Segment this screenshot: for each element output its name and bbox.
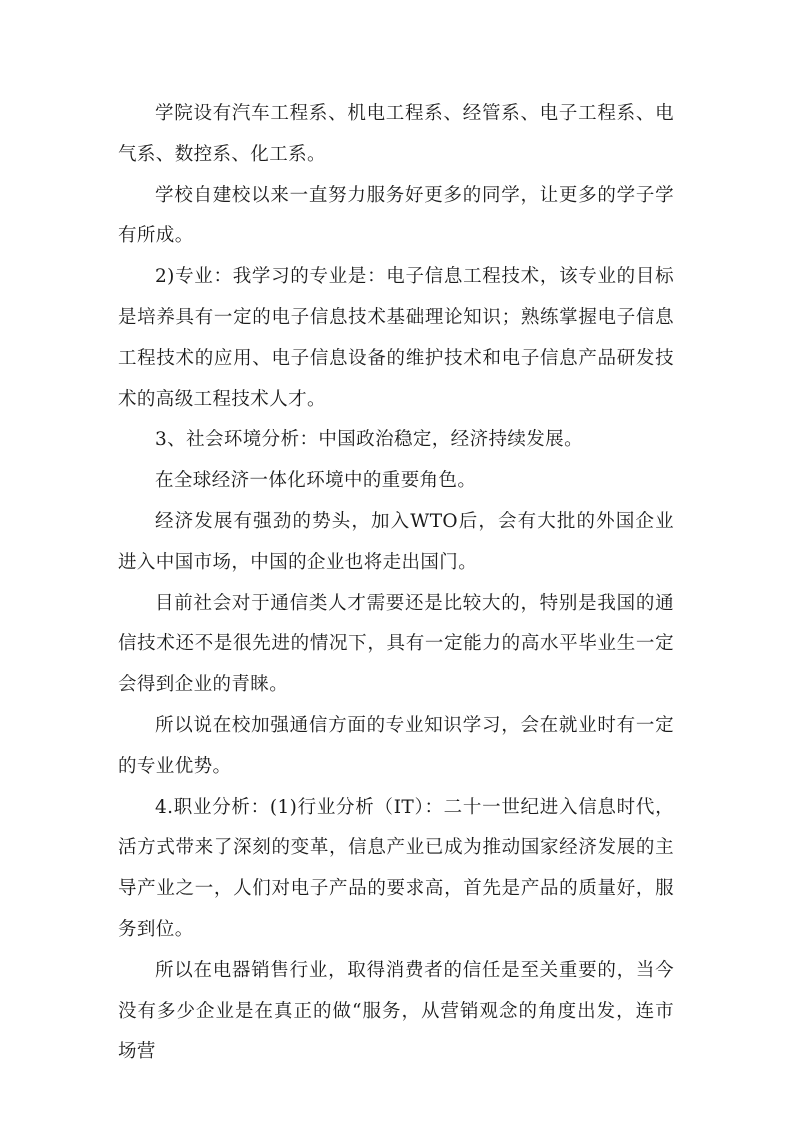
- paragraph-global-role: 在全球经济一体化环境中的重要角色。: [155, 470, 477, 492]
- paragraph-talent-demand: 目前社会对于通信类人才需要还是比较大的，特别是我国的通信技术还不是很先进的情况下，具有一定能力的高水平毕业生一定会得到企业的青睐。: [118, 592, 674, 696]
- paragraph-economic-development: 经济发展有强劲的势头，加入WTO后，会有大批的外国企业进入中国市场，中国的企业也将走出国门。: [118, 510, 674, 573]
- paragraph-career-analysis: 4.职业分析：(1)行业分析（IT）：二十一世纪进入信息时代，活方式带来了深刻的变革，信息产业已成为推动国家经济发展的主导产业之一，人们对电子产品的要求高，首先是产品的质量好，服务到位。: [118, 796, 674, 940]
- paragraph-school-service: 学校自建校以来一直努力服务好更多的同学，让更多的学子学有所成。: [118, 184, 674, 247]
- paragraph-major: 2)专业：我学习的专业是：电子信息工程技术，该专业的目标是培养具有一定的电子信息技术基础理论知识；熟练掌握电子信息工程技术的应用、电子信息设备的维护技术和电子信息产品研发技术的高级工程技术人才。: [118, 266, 674, 410]
- paragraph-sales-industry: 所以在电器销售行业，取得消费者的信任是至关重要的，当今没有多少企业是在真正的做“服务，从营销观念的角度出发，连市场营: [118, 959, 674, 1063]
- paragraph-social-environment: 3、社会环境分析：中国政治稳定，经济持续发展。: [155, 429, 583, 451]
- document-body: [118, 94, 674, 1073]
- paragraph-departments: 学院设有汽车工程系、机电工程系、经管系、电子工程系、电气系、数控系、化工系。: [118, 103, 674, 165]
- paragraph-professional-advantage: 所以说在校加强通信方面的专业知识学习，会在就业时有一定的专业优势。: [118, 714, 674, 777]
